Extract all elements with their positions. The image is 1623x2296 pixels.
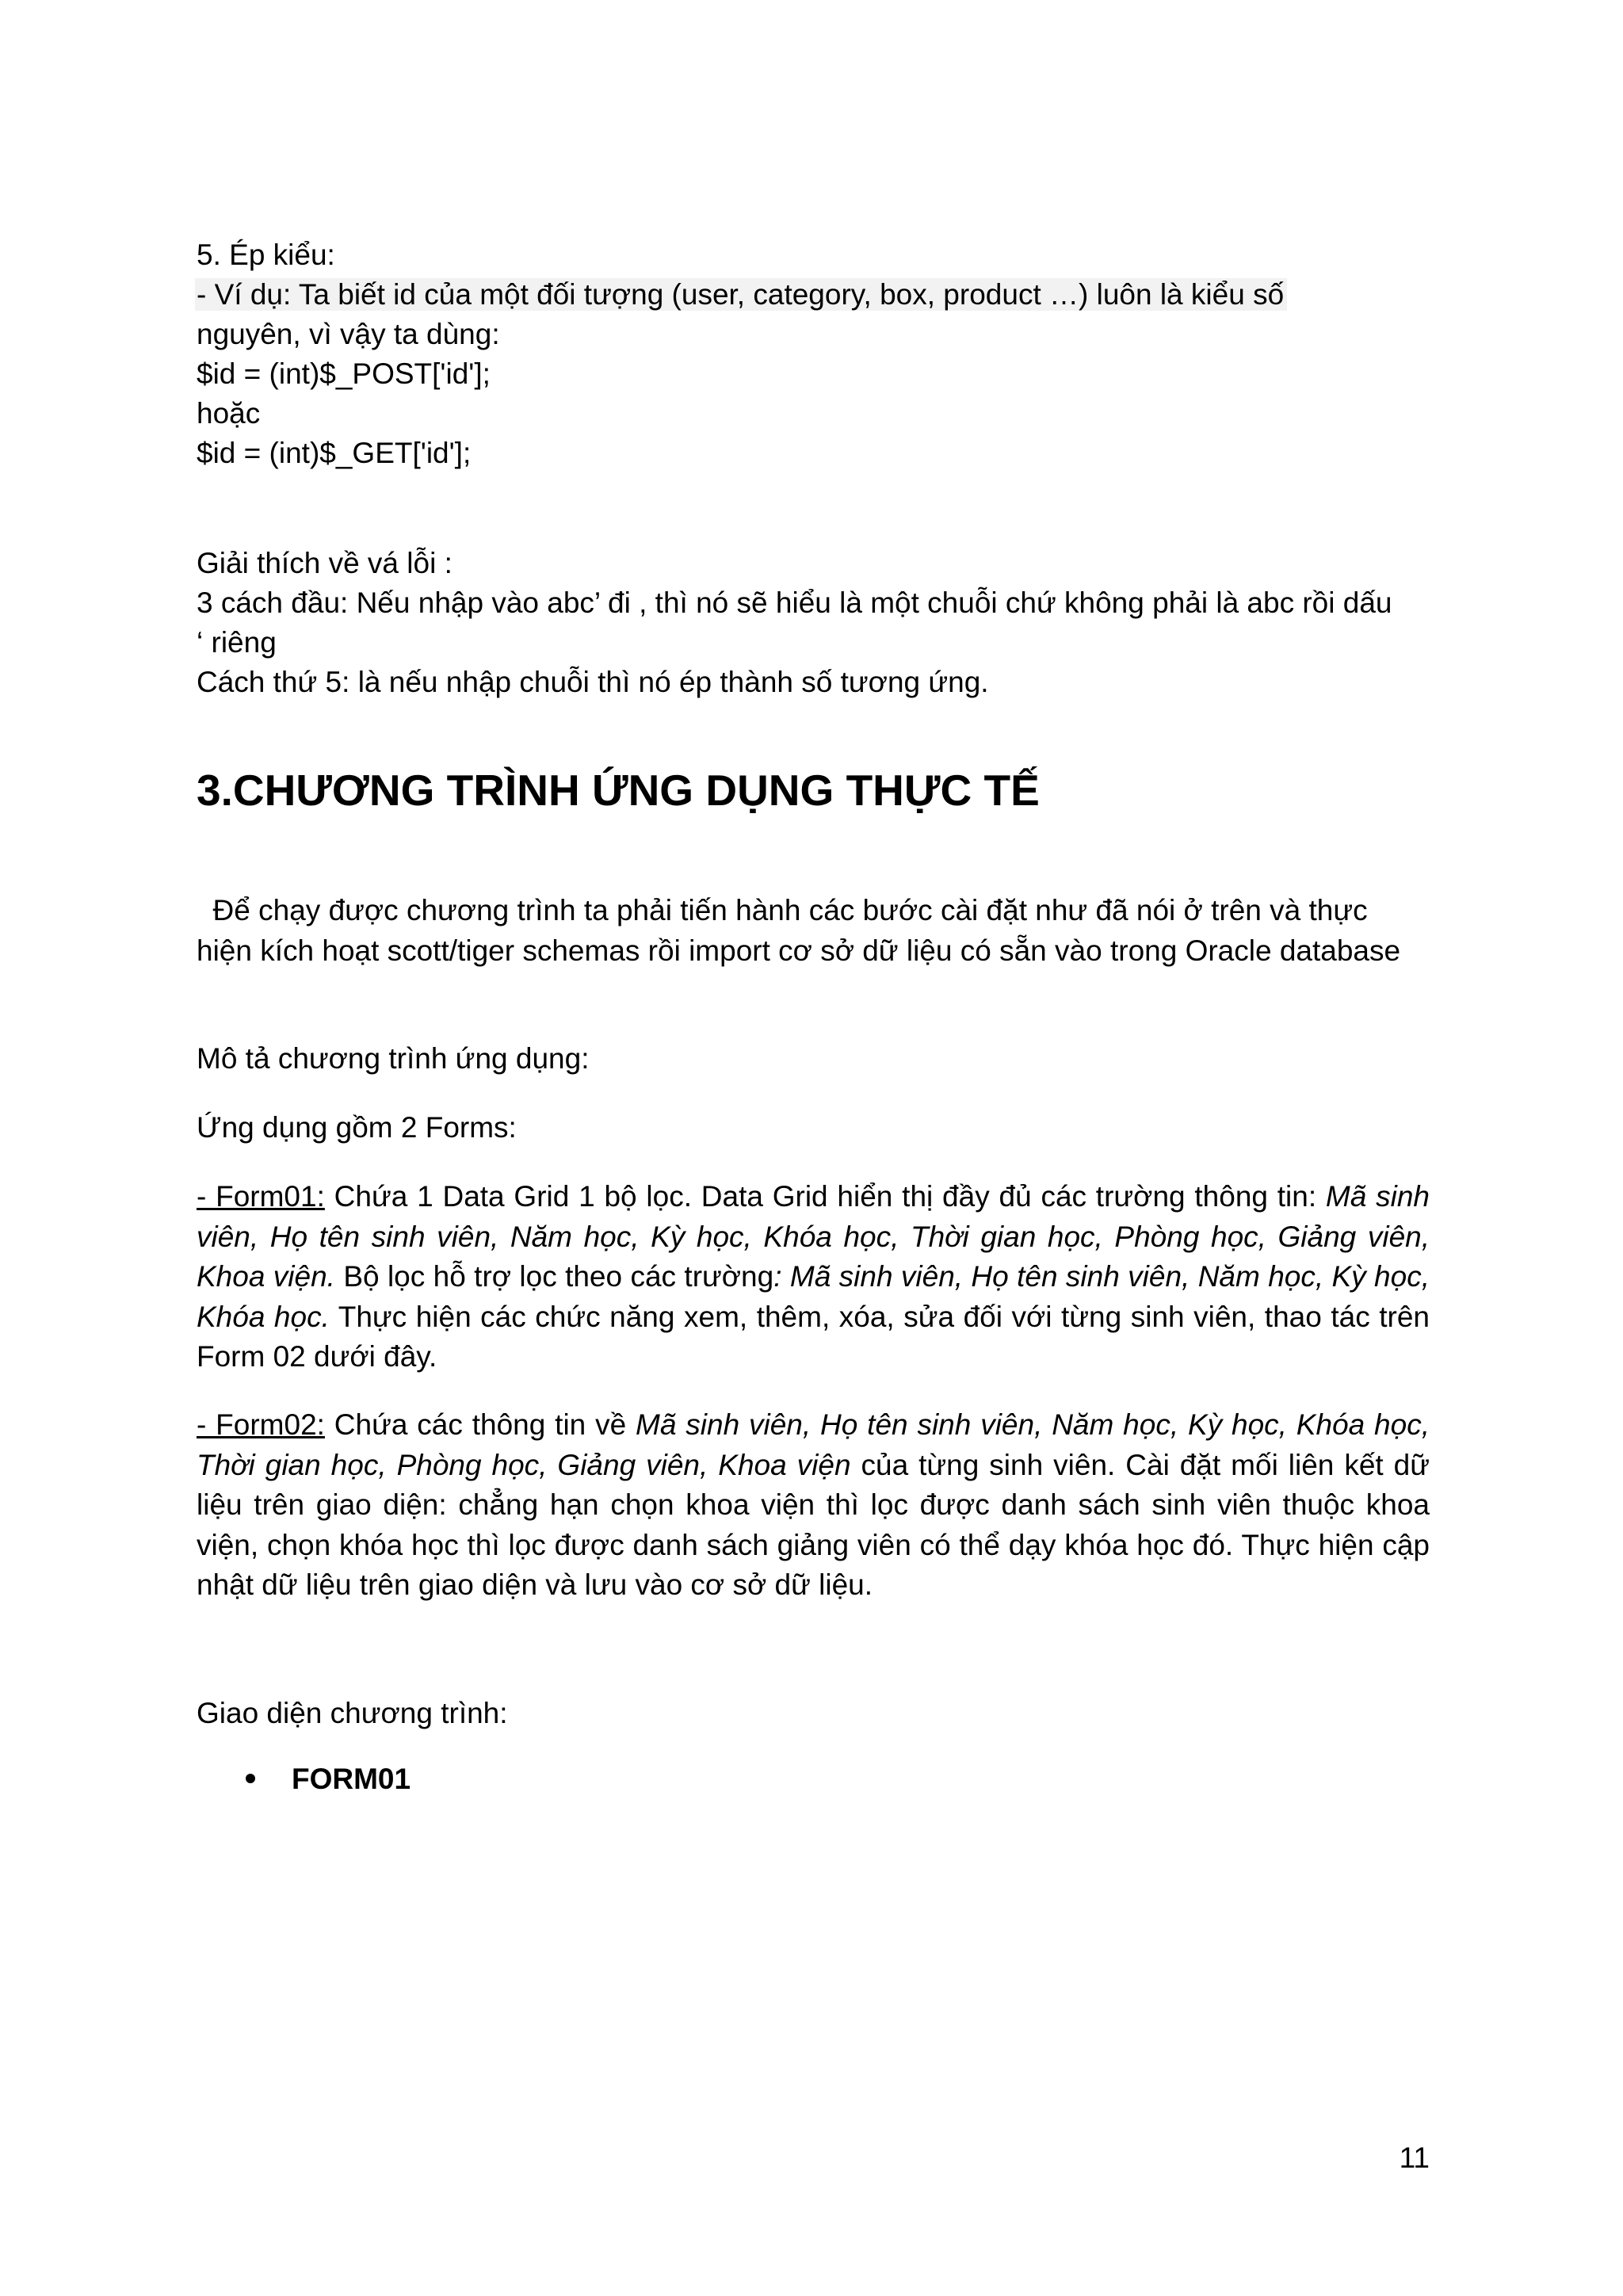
explanation-line-2: ‘ riêng (197, 626, 277, 659)
app-description-label: Mô tả chương trình ứng dụng: (197, 1042, 590, 1075)
forms-count-text: Ứng dụng gồm 2 Forms: (197, 1111, 517, 1144)
form02-label: - Form02: (197, 1408, 325, 1441)
form01-text-1: Chứa 1 Data Grid 1 bộ lọc. Data Grid hiển thị đầy đủ các trường thông tin: (324, 1180, 1326, 1213)
section-heading: 3.CHƯƠNG TRÌNH ỨNG DỤNG THỰC TẾ (197, 766, 1040, 815)
form02-fields: Mã sinh viên, Họ tên sinh viên, Năm học, Kỳ học, Khóa học, Thời gian học, Phòng học, Giảng viên, Khoa viện (197, 1408, 1430, 1481)
form01-label: - Form01: (197, 1180, 325, 1213)
example-line-1 (197, 275, 1287, 315)
intro-paragraph: Để chạy được chương trình ta phải tiến hành các bước cài đặt như đã nói ở trên và thực hiện kích hoạt scott/tiger schemas rồi import cơ sở dữ liệu có sẵn vào trong Oracle database (197, 894, 1401, 967)
form01-filter-fields: : Mã sinh viên, Họ tên sinh viên, Năm học, Kỳ học, Khóa học. (197, 1260, 1430, 1333)
explanation-line-3: Cách thứ 5: là nếu nhập chuỗi thì nó ép thành số tương ứng. (197, 666, 989, 698)
bullet-item-form01 (246, 1759, 411, 1799)
bullet-icon (246, 1774, 255, 1783)
explanation-title: Giải thích về vá lỗi : (197, 547, 453, 579)
explanation-line-1: 3 cách đầu: Nếu nhập vào abc’ đi , thì nó sẽ hiểu là một chuỗi chứ không phải là abc rồi dấu (197, 586, 1392, 619)
section5-title: 5. Ép kiểu: (197, 239, 335, 271)
form01-fields: Mã sinh viên, Họ tên sinh viên, Năm học, Kỳ học, Khóa học, Thời gian học, Phòng học, Giảng viên, Khoa viện. (197, 1180, 1430, 1293)
example-line-2: nguyên, vì vậy ta dùng: (197, 318, 500, 350)
form02-text-1: Chứa các thông tin về (324, 1408, 636, 1441)
bullet-label-form01: FORM01 (292, 1763, 411, 1795)
form01-paragraph (197, 1177, 1430, 1377)
form01-text-3: Thực hiện các chức năng xem, thêm, xóa, sửa đối với từng sinh viên, thao tác trên Form 02 dưới đây. (197, 1300, 1430, 1373)
page-number: 11 (1399, 2141, 1430, 2174)
form01-text-2: Bộ lọc hỗ trợ lọc theo các trường (334, 1260, 774, 1293)
form02-text-2: của từng sinh viên. Cài đặt mối liên kết dữ liệu trên giao diện: chẳng hạn chọn khoa viện thì lọc được danh sách sinh viên thuộc khoa viện, chọn khóa học thì lọc được danh sách giảng viên có thể dạy khóa học đó. Thực hiện cập nhật dữ liệu trên giao diện và lưu vào cơ sở dữ liệu. (197, 1448, 1430, 1601)
code-post-line: $id = (int)$_POST['id']; (197, 357, 491, 390)
or-text: hoặc (197, 397, 261, 430)
highlighted-example-text: - Ví dụ: Ta biết id của một đối tượng (user, category, box, product …) luôn là kiểu số (195, 278, 1287, 311)
ui-label: Giao diện chương trình: (197, 1697, 508, 1729)
code-get-line: $id = (int)$_GET['id']; (197, 437, 472, 469)
form02-paragraph (197, 1405, 1430, 1606)
